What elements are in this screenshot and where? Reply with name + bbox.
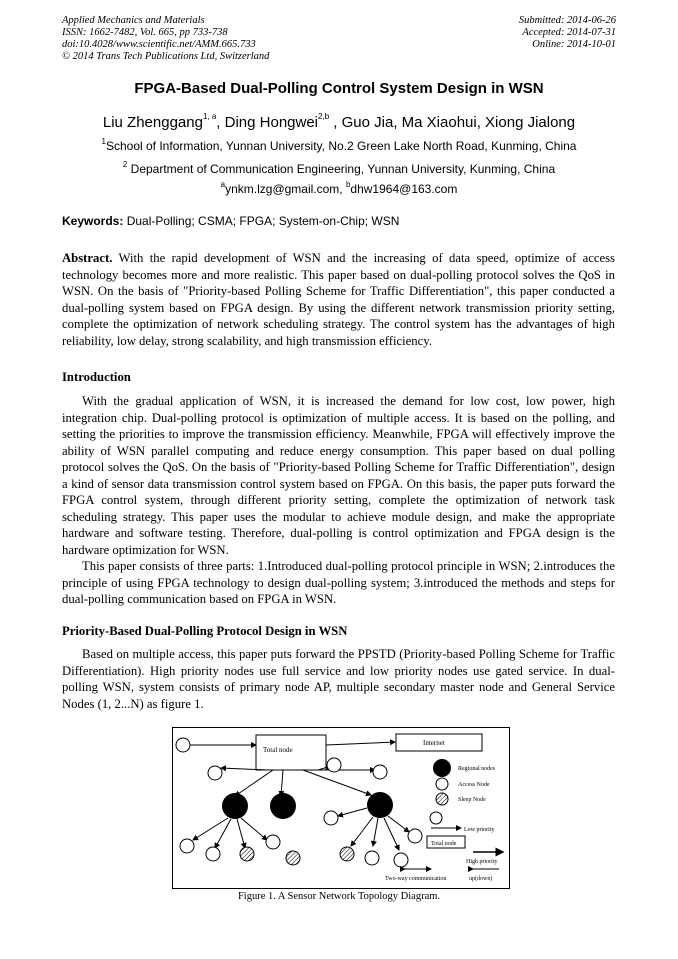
intro-paragraph-1: With the gradual application of WSN, it is increased the demand for low cost, low power, high integration chip. Dual-polling protocol is optimization of multiple access. It is based on the polling, and setting the priorities to improve the transmission efficiency. Meanwhile, FPGA will effectively improve the ability of WSN parallel computing and reduce energy consumption. This paper based on dual polling protocol solves the QoS. On the basis of "Priority-based Polling Scheme for Traffic Differentiation", design a kind of sensor data transmission control system based on FPGA. On this basis, the paper puts forward the FPGA control system, through different priority setting, complete the optimization of network task scheduling strategy. This paper uses the modular to achieve module design, and make the appropriate hardware and software testing. Therefore, dual-polling is control optimization and FPGA design is the hardware optimization for WSN. bbox=[62, 394, 615, 557]
emails bbox=[62, 182, 616, 196]
section-2-paragraph-1: Based on multiple access, this paper puts forward the PPSTD (Priority-based Polling Scheme for Traffic Differentiation). High priority nodes use full service and low priority nodes use gated service. In dual-polling WSN, system consists of primary node AP, multiple secondary master node and General Service Nodes (1, 2...N) as figure 1. bbox=[62, 647, 615, 711]
introduction-heading: Introduction bbox=[62, 370, 131, 384]
doi: doi:10.4028/www.scientific.net/AMM.665.733 bbox=[62, 39, 256, 50]
topology-figure bbox=[172, 727, 510, 889]
journal-info bbox=[62, 15, 362, 63]
introduction-body bbox=[62, 393, 615, 608]
aff2-sup: 2 bbox=[122, 160, 128, 169]
email-a[interactable]: ynkm.lzg@gmail.com, bbox=[225, 182, 346, 196]
legend-sleep-symbol bbox=[436, 793, 448, 805]
aff2-text: Department of Communication Engineering, Yunnan University, Kunming, China bbox=[127, 162, 556, 176]
intro-paragraph-2: This paper consists of three parts: 1.Introduced dual-polling protocol principle in WSN; 2.introduces the principle of using FPGA technology to design dual-polling system; 3.introduced the methods and steps for dual-polling communication based on FPGA in WSN. bbox=[62, 559, 615, 606]
aff1-text: School of Information, Yunnan University, No.2 Green Lake North Road, Kunming, China bbox=[105, 139, 577, 153]
abstract-label: Abstract. bbox=[62, 251, 113, 265]
issn: ISSN: 1662-7482, Vol. 665, pp 733-738 bbox=[62, 27, 228, 38]
copyright: © 2014 Trans Tech Publications Ltd, Switzerland bbox=[62, 51, 270, 62]
legend-access-symbol bbox=[436, 778, 448, 790]
legend-access: Access Node bbox=[458, 782, 490, 788]
affiliation-1 bbox=[62, 139, 616, 153]
keywords bbox=[62, 214, 616, 228]
regional-node-2 bbox=[270, 793, 296, 819]
keywords-label: Keywords: bbox=[62, 214, 124, 228]
legend-regional-symbol bbox=[433, 759, 451, 777]
author-1: Liu Zhenggang bbox=[102, 114, 203, 131]
regional-node-1 bbox=[222, 793, 248, 819]
section-2-heading: Priority-Based Dual-Polling Protocol Design in WSN bbox=[62, 624, 348, 638]
legend-low: Low priority bbox=[464, 827, 495, 833]
email-a-sup: a bbox=[220, 180, 226, 189]
author-rest: , Guo Jia, Ma Xiaohui, Xiong Jialong bbox=[329, 114, 576, 131]
regional-node-3 bbox=[367, 792, 393, 818]
dates-info bbox=[356, 15, 616, 51]
keywords-text: Dual-Polling; CSMA; FPGA; System-on-Chip; WSN bbox=[123, 214, 400, 228]
email-b-sup: b bbox=[345, 180, 351, 189]
section-2-body bbox=[62, 646, 615, 712]
legend-twoway: Two-way communication bbox=[385, 876, 447, 882]
abstract bbox=[62, 250, 615, 349]
author-1-sup: 1, a bbox=[202, 112, 217, 121]
paper-title: FPGA-Based Dual-Polling Control System Design in WSN bbox=[134, 80, 544, 97]
submitted-date: Submitted: 2014-06-26 bbox=[518, 15, 616, 26]
accepted-date: Accepted: 2014-07-31 bbox=[522, 27, 616, 38]
legend-sleep: Sleep Node bbox=[458, 797, 486, 803]
journal-name: Applied Mechanics and Materials bbox=[62, 15, 205, 26]
topology-diagram bbox=[173, 728, 509, 888]
online-date: Online: 2014-10-01 bbox=[532, 39, 616, 50]
aff1-sup: 1 bbox=[101, 137, 106, 146]
author-2-sup: 2,b bbox=[318, 112, 330, 121]
legend-high: High priority bbox=[466, 859, 498, 865]
legend-total: Total node bbox=[431, 841, 457, 847]
figure-caption: Figure 1. A Sensor Network Topology Diagram. bbox=[237, 891, 441, 902]
abstract-text: With the rapid development of WSN and the increasing of data speed, optimize of access technology becomes more and more realistic. This paper based on dual-polling protocol solves the QoS in WSN. On the basis of "Priority-based Polling Scheme for Traffic Differentiation", this paper conducted a dual-polling system based on FPGA design. By using the different network transmission priority setting, complete the optimization of network scheduling strategy. The control system has the advantages of high reliability, low delay, strong scalability, and high transmission efficiency. bbox=[62, 251, 615, 348]
legend-regional: Regional nodes bbox=[458, 766, 496, 772]
external-node bbox=[176, 738, 190, 752]
email-b[interactable]: dhw1964@163.com bbox=[350, 182, 458, 196]
legend-updown: up(down) bbox=[469, 876, 493, 882]
total-node-label: Total node bbox=[263, 746, 293, 754]
author-2: , Ding Hongwei bbox=[216, 114, 319, 131]
affiliation-2 bbox=[62, 162, 616, 176]
author-list bbox=[62, 114, 616, 131]
internet-label: Internet bbox=[423, 739, 445, 747]
